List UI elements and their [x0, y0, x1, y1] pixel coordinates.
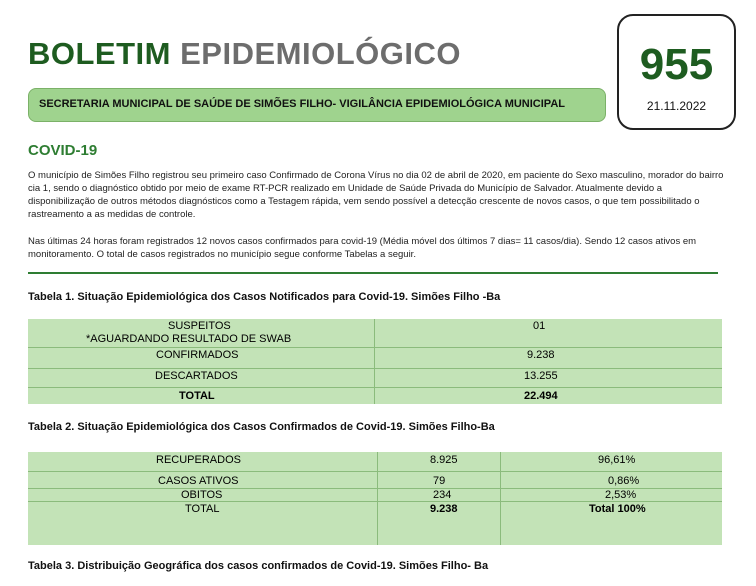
casos-ativos-label: CASOS ATIVOS [158, 475, 239, 487]
casos-ativos-value: 79 [433, 475, 446, 487]
recuperados-value: 8.925 [430, 454, 458, 466]
suspeitos-label: SUSPEITOS [168, 320, 231, 332]
secretaria-banner [28, 88, 606, 122]
section-divider [28, 272, 718, 274]
table2-column-divider [377, 452, 378, 545]
intro-paragraph: O município de Simões Filho registrou seu primeiro caso Confirmado de Corona Vírus no dia 02 de abril de 2020, em paciente do Sexo masculino, morador do bairro cia 1, sendo o diagnóstico obtido por meio de exame RT-PCR realizado em Unidade de Saúde Privada do Município de Salvador. Atualmente devido a disponibilização de outros métodos diagnósticos como a Testagem rápida, vem sendo possível a detecção crescente de novos casos, o que tem possibilitado o rastreamento a as medidas de controle. [28, 170, 724, 220]
confirmados-value: 9.238 [527, 349, 555, 361]
table1-caption: Tabela 1. Situação Epidemiológica dos Casos Notificados para Covid-19. Simões Filho -Ba [28, 291, 501, 303]
update-paragraph: Nas últimas 24 horas foram registrados 12 novos casos confirmados para covid-19 (Média móvel dos últimos 7 dias= 11 casos/dia). Sendo 12 casos ativos em monitoramento. O total de casos registrados no município segue conforme Tabelas a seguir. [28, 236, 697, 260]
table1 [28, 319, 722, 404]
recuperados-label: RECUPERADOS [156, 454, 241, 466]
suspeitos-note: *AGUARDANDO RESULTADO DE SWAB [86, 333, 292, 345]
table1-column-divider [374, 319, 375, 404]
recuperados-percent: 96,61% [598, 454, 636, 466]
descartados-value: 13.255 [524, 370, 558, 382]
table1-row-divider [28, 387, 722, 388]
table2-row-divider [28, 471, 722, 472]
table1-row-divider [28, 347, 722, 348]
bulletin-number-box [617, 14, 736, 130]
table2-total-percent: Total 100% [589, 503, 646, 515]
confirmados-label: CONFIRMADOS [156, 349, 239, 361]
table2-total-label: TOTAL [185, 503, 220, 515]
banner-text: SECRETARIA MUNICIPAL DE SAÚDE DE SIMÕES FILHO- VIGILÂNCIA EPIDEMIOLÓGICA MUNICIPAL [39, 98, 565, 110]
obitos-label: OBITOS [181, 489, 223, 501]
bulletin-number: 955 [639, 40, 714, 89]
table1-total-label: TOTAL [179, 390, 215, 402]
obitos-percent: 2,53% [605, 489, 637, 501]
table2 [28, 452, 722, 545]
title-word-boletim: BOLETIM [28, 36, 171, 71]
title-word-epidemiologico: EPIDEMIOLÓGICO [180, 36, 461, 71]
descartados-label: DESCARTADOS [155, 370, 238, 382]
table2-row-divider [28, 501, 722, 502]
table2-caption: Tabela 2. Situação Epidemiológica dos Casos Confirmados de Covid-19. Simões Filho-Ba [28, 421, 495, 433]
bulletin-title [28, 36, 461, 72]
table1-total-value: 22.494 [524, 390, 558, 402]
table2-total-value: 9.238 [430, 503, 458, 515]
obitos-value: 234 [433, 489, 452, 501]
table1-row-divider [28, 368, 722, 369]
table3-caption: Tabela 3. Distribuição Geográfica dos casos confirmados de Covid-19. Simões Filho- Ba [28, 560, 489, 572]
bulletin-date: 21.11.2022 [646, 99, 707, 113]
casos-ativos-percent: 0,86% [608, 475, 640, 487]
table2-column-divider [500, 452, 501, 545]
suspeitos-value: 01 [533, 320, 546, 332]
section-title: COVID-19 [28, 142, 98, 159]
